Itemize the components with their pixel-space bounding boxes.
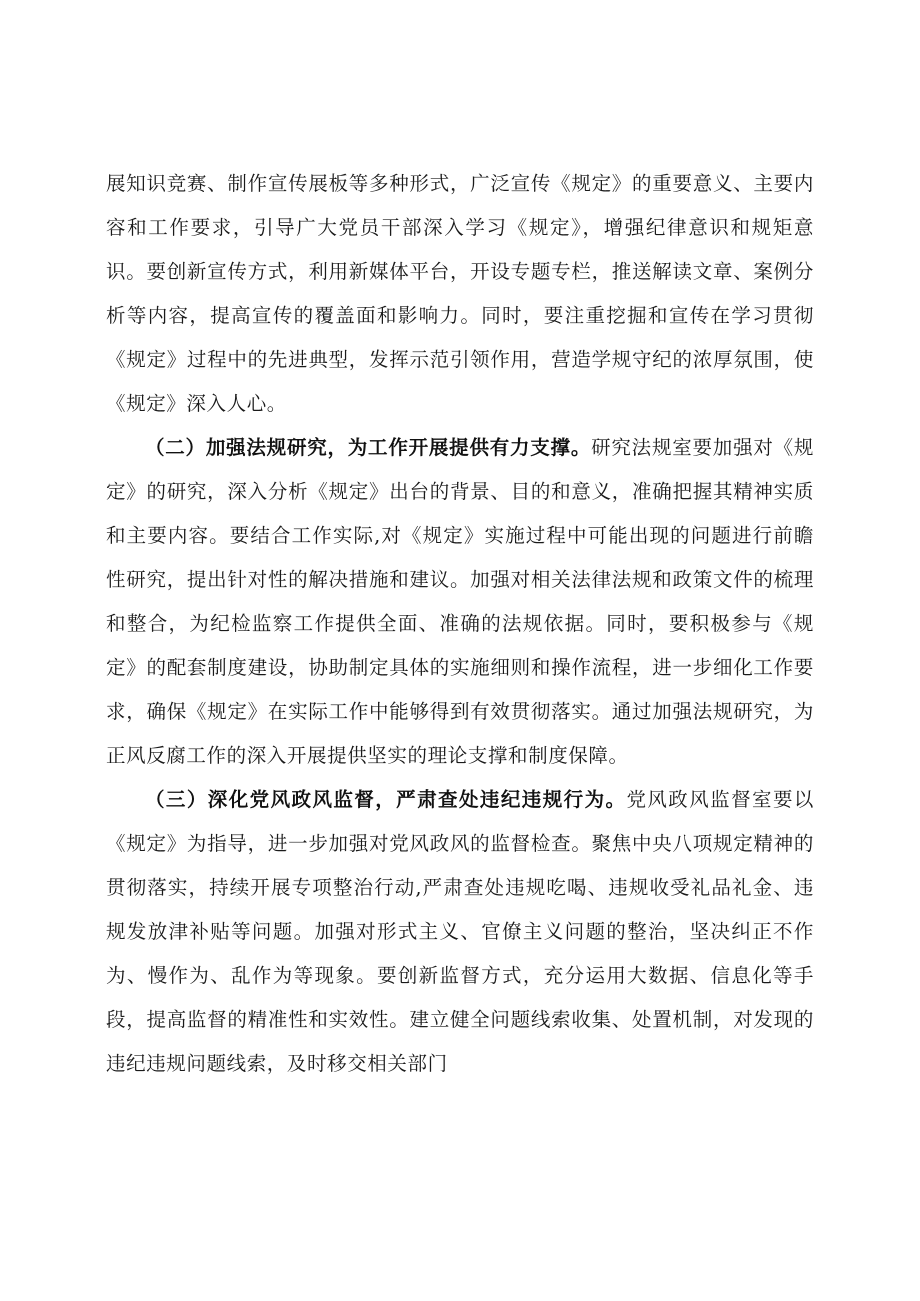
document-body (106, 162, 814, 1086)
paragraph-publicity (106, 162, 814, 426)
paragraph-body-text: 研究法规室要加强对《规定》的研究，深入分析《规定》出台的背景、目的和意义，准确把握其精神实质和主要内容。要结合工作实际,对《规定》实施过程中可能出现的问题进行前瞻性研究，提出针对性的解决措施和建议。加强对相关法律法规和政策文件的梳理和整合，为纪检监察工作提供全面、准确的法规依据。同时，要积极参与《规定》的配套制度建设，协助制定具体的实施细则和操作流程，进一步细化工作要求，确保《规定》在实际工作中能够得到有效贯彻落实。通过加强法规研究，为正风反腐工作的深入开展提供坚实的理论支撑和制度保障。 (106, 436, 815, 767)
paragraph-conduct-supervision (106, 778, 814, 1086)
section-heading-3: （三）深化党风政风监督，严肃查处违纪违规行为。 (145, 788, 627, 811)
paragraph-regulation-research (106, 426, 814, 778)
paragraph-body-text: 党风政风监督室要以《规定》为指导，进一步加强对党风政风的监督检查。聚焦中央八项规定精神的贯彻落实，持续开展专项整治行动,严肃查处违规吃喝、违规收受礼品礼金、违规发放津补贴等问题。加强对形式主义、官僚主义问题的整治，坚决纠正不作为、慢作为、乱作为等现象。要创新监督方式，充分运用大数据、信息化等手段，提高监督的精准性和实效性。建立健全问题线索收集、处置机制，对发现的违纪违规问题线索，及时移交相关部门 (106, 788, 814, 1075)
section-heading-2: （二）加强法规研究，为工作开展提供有力支撑。 (145, 436, 592, 459)
paragraph-body-text: 展知识竞赛、制作宣传展板等多种形式，广泛宣传《规定》的重要意义、主要内容和工作要求，引导广大党员干部深入学习《规定》，增强纪律意识和规矩意识。要创新宣传方式，利用新媒体平台，开设专题专栏，推送解读文章、案例分析等内容，提高宣传的覆盖面和影响力。同时，要注重挖掘和宣传在学习贯彻《规定》过程中的先进典型，发挥示范引领作用，营造学规守纪的浓厚氛围，使《规定》深入人心。 (106, 172, 814, 415)
